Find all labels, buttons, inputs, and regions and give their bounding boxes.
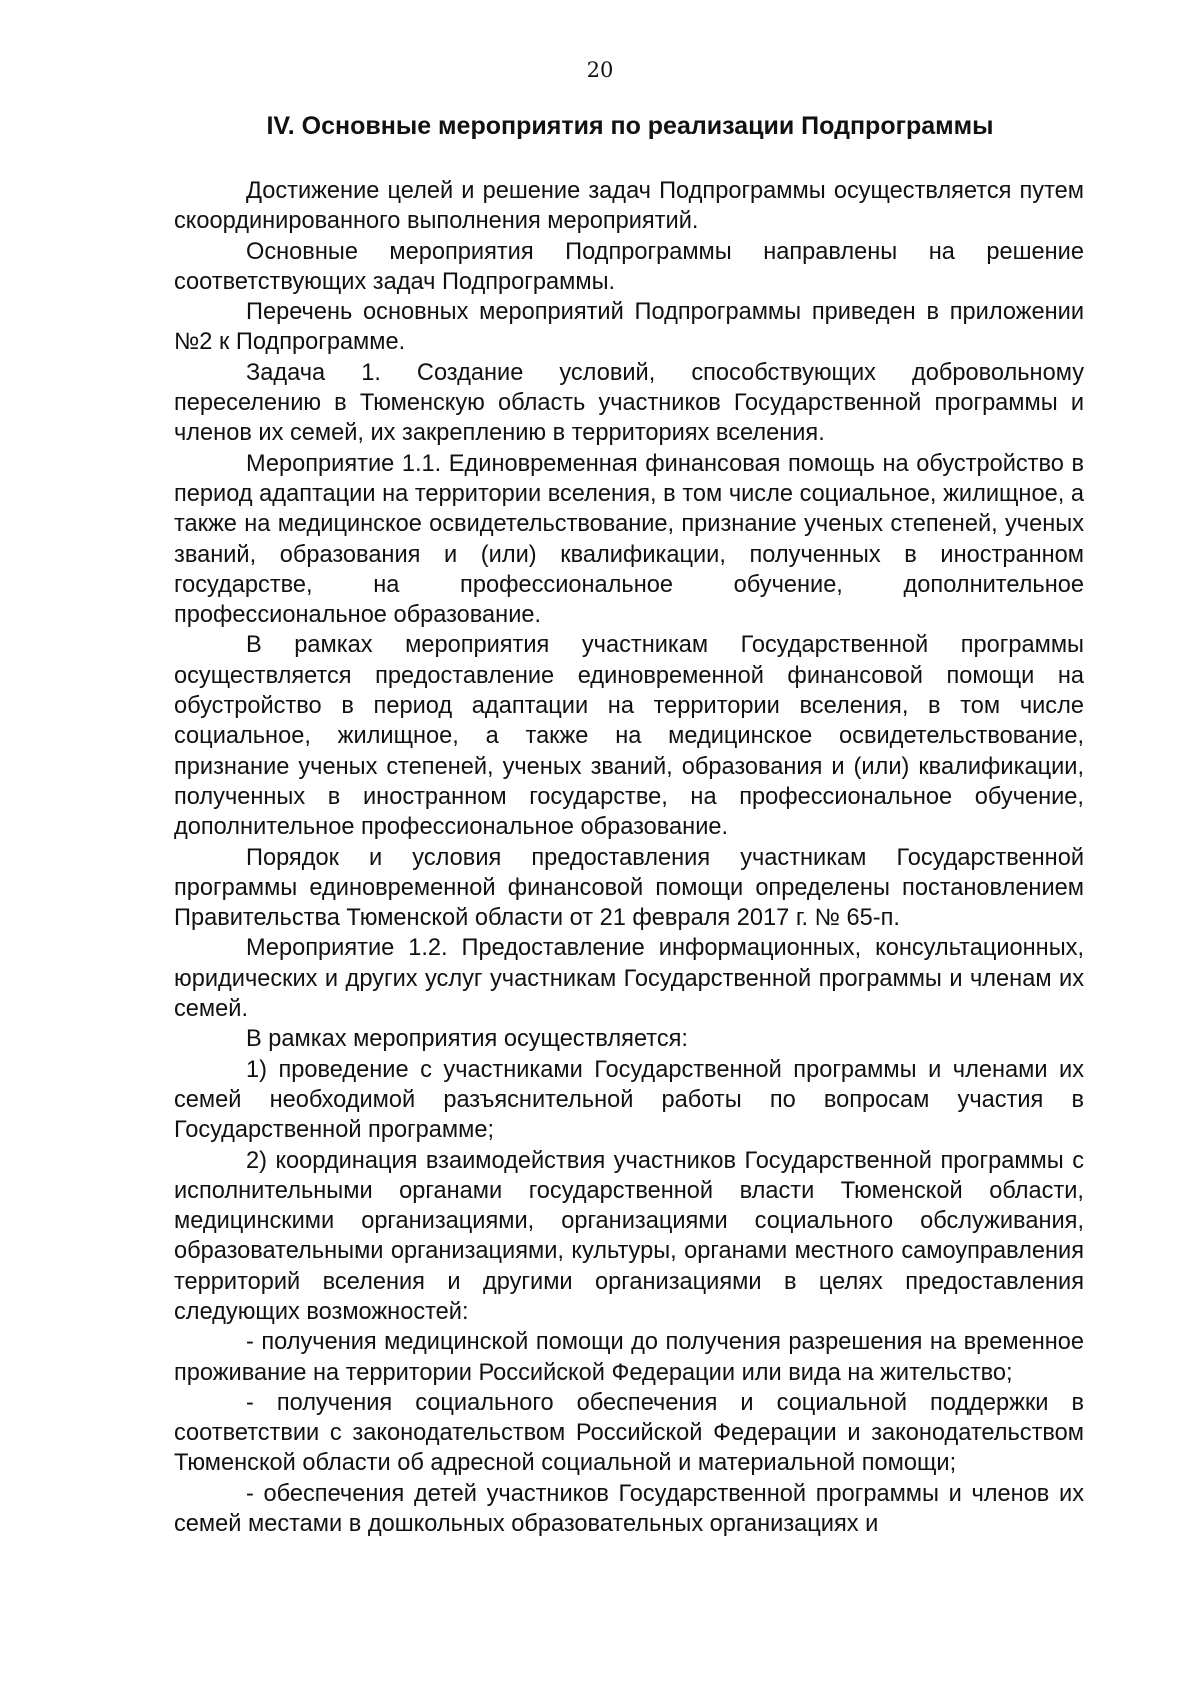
paragraph-measure-1-1: Мероприятие 1.1. Единовременная финансовая помощь на обустройство в период адаптации на территории вселения, в том числе социальное, жилищное, а также на медицинское освидетельствование, признание ученых степеней, ученых званий, образования и (или) квалификации, полученных в иностранном государстве, на профессиональное обучение, дополнительное профессиональное образование. (174, 450, 1084, 629)
paragraph-achievement-of-goals: Достижение целей и решение задач Подпрограммы осуществляется путем скоординированного выполнения мероприятий. (174, 178, 1084, 235)
page-number: 20 (586, 58, 614, 82)
list-item-1: 1) проведение с участниками Государственной программы и членами их семей необходимой разъяснительной работы по вопросам участия в Государственной программе; (174, 1056, 1084, 1144)
section-heading: IV. Основные мероприятия по реализации Подпрограммы (266, 112, 994, 140)
paragraph-measure-1-2: Мероприятие 1.2. Предоставление информационных, консультационных, юридических и других услуг участникам Государственной программы и членам их семей. (174, 935, 1084, 1023)
paragraph-task-1: Задача 1. Создание условий, способствующих добровольному переселению в Тюменскую область участников Государственной программы и членов их семей, их закреплению в территориях вселения. (174, 359, 1084, 447)
paragraph-procedure: Порядок и условия предоставления участникам Государственной программы единовременной финансовой помощи определены постановлением Правительства Тюменской области от 21 февраля 2017 г. № 65-п. (174, 844, 1084, 932)
paragraph-main-measures: Основные мероприятия Подпрограммы направлены на решение соответствующих задач Подпрограммы. (174, 238, 1084, 295)
paragraph-measure-1-2-scope: В рамках мероприятия осуществляется: (246, 1026, 688, 1053)
dash-item-social-support: - получения социального обеспечения и социальной поддержки в соответствии с законодательством Российской Федерации и законодательством Тюменской области об адресной социальной и материальной помощи; (174, 1389, 1084, 1477)
dash-item-medical-care: - получения медицинской помощи до получения разрешения на временное проживание на территории Российской Федерации или вида на жительство; (174, 1329, 1084, 1386)
list-item-2: 2) координация взаимодействия участников Государственной программы с исполнительными органами государственной власти Тюменской области, медицинскими организациями, организациями социального обслуживания, образовательными организациями, культуры, органами местного самоуправления территорий вселения и другими организациями в целях предоставления следующих возможностей: (174, 1147, 1084, 1325)
dash-item-preschool-places: - обеспечения детей участников Государственной программы и членов их семей местами в дошкольных образовательных организациях и (174, 1480, 1084, 1538)
body-text (174, 176, 1084, 1539)
paragraph-measures-list: Перечень основных мероприятий Подпрограммы приведен в приложении №2 к Подпрограмме. (174, 299, 1084, 356)
paragraph-measure-1-1-scope: В рамках мероприятия участникам Государственной программы осуществляется предоставление единовременной финансовой помощи на обустройство в период адаптации на территории вселения, в том числе социальное, жилищное, а также на медицинское освидетельствование, признание ученых степеней, ученых званий, образования и (или) квалификации, полученных в иностранном государстве, на профессиональное обучение, дополнительное профессиональное образование. (174, 632, 1084, 841)
